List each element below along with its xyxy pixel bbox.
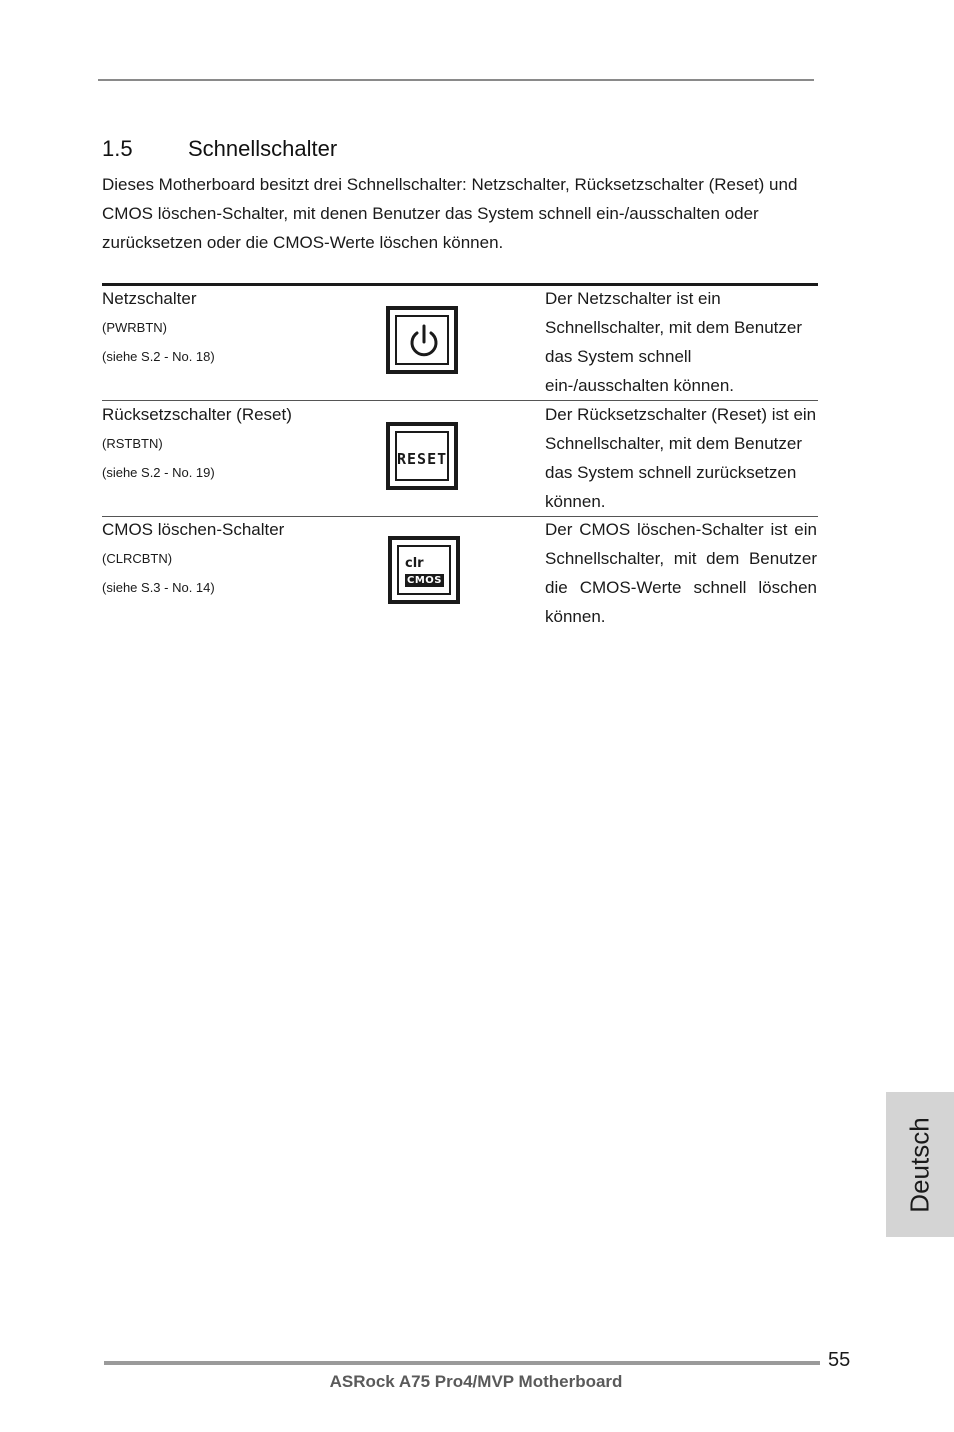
switch-code: (RSTBTN) [102,436,163,451]
switch-description: Der Netzschalter ist ein Schnellschalter, mit dem Benutzer das System schnell ein-/ausschalten können. [545,289,803,395]
switch-row-clrcmos-info [102,515,284,602]
switch-code: (CLRCBTN) [102,551,173,566]
section-title: Schnellschalter [188,136,338,161]
switch-reference: (siehe S.3 - No. 14) [102,580,215,595]
section-heading [102,136,337,162]
language-side-tab [886,1092,954,1237]
section-intro: Dieses Motherboard besitzt drei Schnellschalter: Netzschalter, Rücksetzschalter (Reset) und CMOS löschen-Schalter, mit denen Benutzer das System schnell ein-/ausschalten oder zurücksetzen oder die CMOS-Werte löschen können. [102,175,798,252]
switch-row-power-info [102,284,215,371]
header-rule [98,79,814,81]
reset-icon-label: RESET [397,450,448,468]
clr-label: clr [405,556,424,571]
switch-row-reset-info [102,400,292,487]
power-button-icon [386,306,458,374]
switch-description: Der Rücksetzschalter (Reset) ist ein Schnellschalter, mit dem Benutzer das System schnell zurücksetzen können. [545,405,817,511]
switch-reference: (siehe S.2 - No. 19) [102,465,215,480]
switch-name: Rücksetzschalter (Reset) [102,405,292,424]
reset-icon [395,431,449,481]
power-icon [395,315,449,365]
switch-name: Netzschalter [102,289,197,308]
switch-reference: (siehe S.2 - No. 18) [102,349,215,364]
switch-description: Der CMOS löschen-Schalter ist ein Schnellschalter, mit dem Benutzer die CMOS-Werte schnell löschen können. [545,520,817,626]
language-label: Deutsch [904,1116,935,1213]
section-number: 1.5 [102,136,133,161]
switch-code: (PWRBTN) [102,320,167,335]
cmos-badge: CMOS [407,575,442,586]
switch-name: CMOS löschen-Schalter [102,520,285,539]
clear-cmos-button-icon [388,536,460,604]
footer-rule [104,1361,820,1365]
page-number: 55 [828,1349,851,1371]
footer-product-name: ASRock A75 Pro4/MVP Motherboard [329,1372,623,1391]
reset-button-icon [386,422,458,490]
clear-cmos-icon [397,545,451,595]
